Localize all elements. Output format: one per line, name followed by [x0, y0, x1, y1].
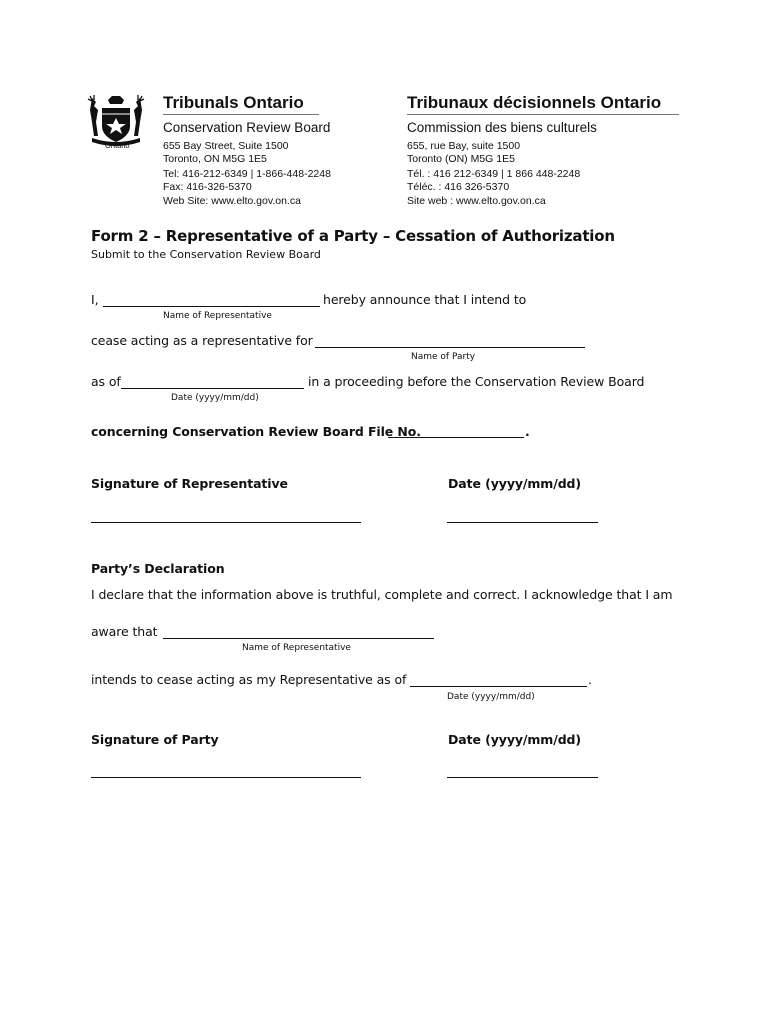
representative-name-field[interactable]: [103, 306, 320, 307]
line3-suffix: in a proceeding before the Conservation Review Board: [308, 374, 645, 389]
address-line1-fr: 655, rue Bay, suite 1500: [407, 140, 521, 152]
logo-caption: Ontario: [105, 141, 130, 150]
date-label-representative: Date (yyyy/mm/dd): [448, 476, 582, 491]
header-rule-en: [163, 114, 319, 115]
signature-party-label: Signature of Party: [91, 732, 219, 747]
phone-fr: Tél. : 416 212-6349 | 1 866 448-2248: [407, 168, 581, 180]
party-declaration-heading: Party’s Declaration: [91, 561, 225, 576]
caption-date-2: Date (yyyy/mm/dd): [447, 692, 535, 702]
file-number-field[interactable]: [388, 437, 524, 438]
declaration-date-field[interactable]: [410, 686, 587, 687]
intends-text: intends to cease acting as my Representative as of: [91, 672, 407, 687]
website-fr: Site web : www.elto.gov.on.ca: [407, 195, 546, 207]
header-rule-fr: [407, 114, 679, 115]
file-number-period: .: [525, 424, 530, 439]
board-name-en: Conservation Review Board: [163, 120, 331, 135]
signature-party-field[interactable]: [91, 777, 361, 778]
form-title: Form 2 – Representative of a Party – Cessation of Authorization: [91, 227, 615, 245]
org-name-en: Tribunals Ontario: [163, 93, 304, 112]
address-line2-fr: Toronto (ON) M5G 1E5: [407, 153, 515, 165]
declaration-text: I declare that the information above is truthful, complete and correct. I acknowledge that I am: [91, 587, 673, 602]
date-representative-field[interactable]: [447, 522, 598, 523]
line1-prefix: I,: [91, 292, 99, 307]
website-en: Web Site: www.elto.gov.on.ca: [163, 195, 301, 207]
address-line1-en: 655 Bay Street, Suite 1500: [163, 140, 289, 152]
as-of-date-field[interactable]: [121, 388, 304, 389]
line3-prefix: as of: [91, 374, 121, 389]
line1-suffix: hereby announce that I intend to: [323, 292, 527, 307]
phone-en: Tel: 416-212-6349 | 1-866-448-2248: [163, 168, 331, 180]
line2-prefix: cease acting as a representative for: [91, 333, 313, 348]
file-number-label: concerning Conservation Review Board File No.: [91, 424, 421, 439]
date-label-party: Date (yyyy/mm/dd): [448, 732, 582, 747]
caption-date: Date (yyyy/mm/dd): [171, 393, 259, 403]
caption-name-of-representative: Name of Representative: [163, 311, 272, 321]
intends-period: .: [588, 672, 592, 687]
caption-name-of-party: Name of Party: [411, 352, 476, 362]
form-subtitle: Submit to the Conservation Review Board: [91, 248, 321, 261]
signature-representative-label: Signature of Representative: [91, 476, 288, 491]
declaration-representative-name-field[interactable]: [163, 638, 434, 639]
org-name-fr: Tribunaux décisionnels Ontario: [407, 93, 662, 112]
fax-en: Fax: 416-326-5370: [163, 181, 252, 193]
address-line2-en: Toronto, ON M5G 1E5: [163, 153, 267, 165]
fax-fr: Téléc. : 416 326-5370: [407, 181, 510, 193]
date-party-field[interactable]: [447, 777, 598, 778]
signature-representative-field[interactable]: [91, 522, 361, 523]
aware-that-prefix: aware that: [91, 624, 158, 639]
caption-name-of-representative-2: Name of Representative: [242, 643, 351, 653]
party-name-field[interactable]: [315, 347, 585, 348]
board-name-fr: Commission des biens culturels: [407, 120, 597, 135]
